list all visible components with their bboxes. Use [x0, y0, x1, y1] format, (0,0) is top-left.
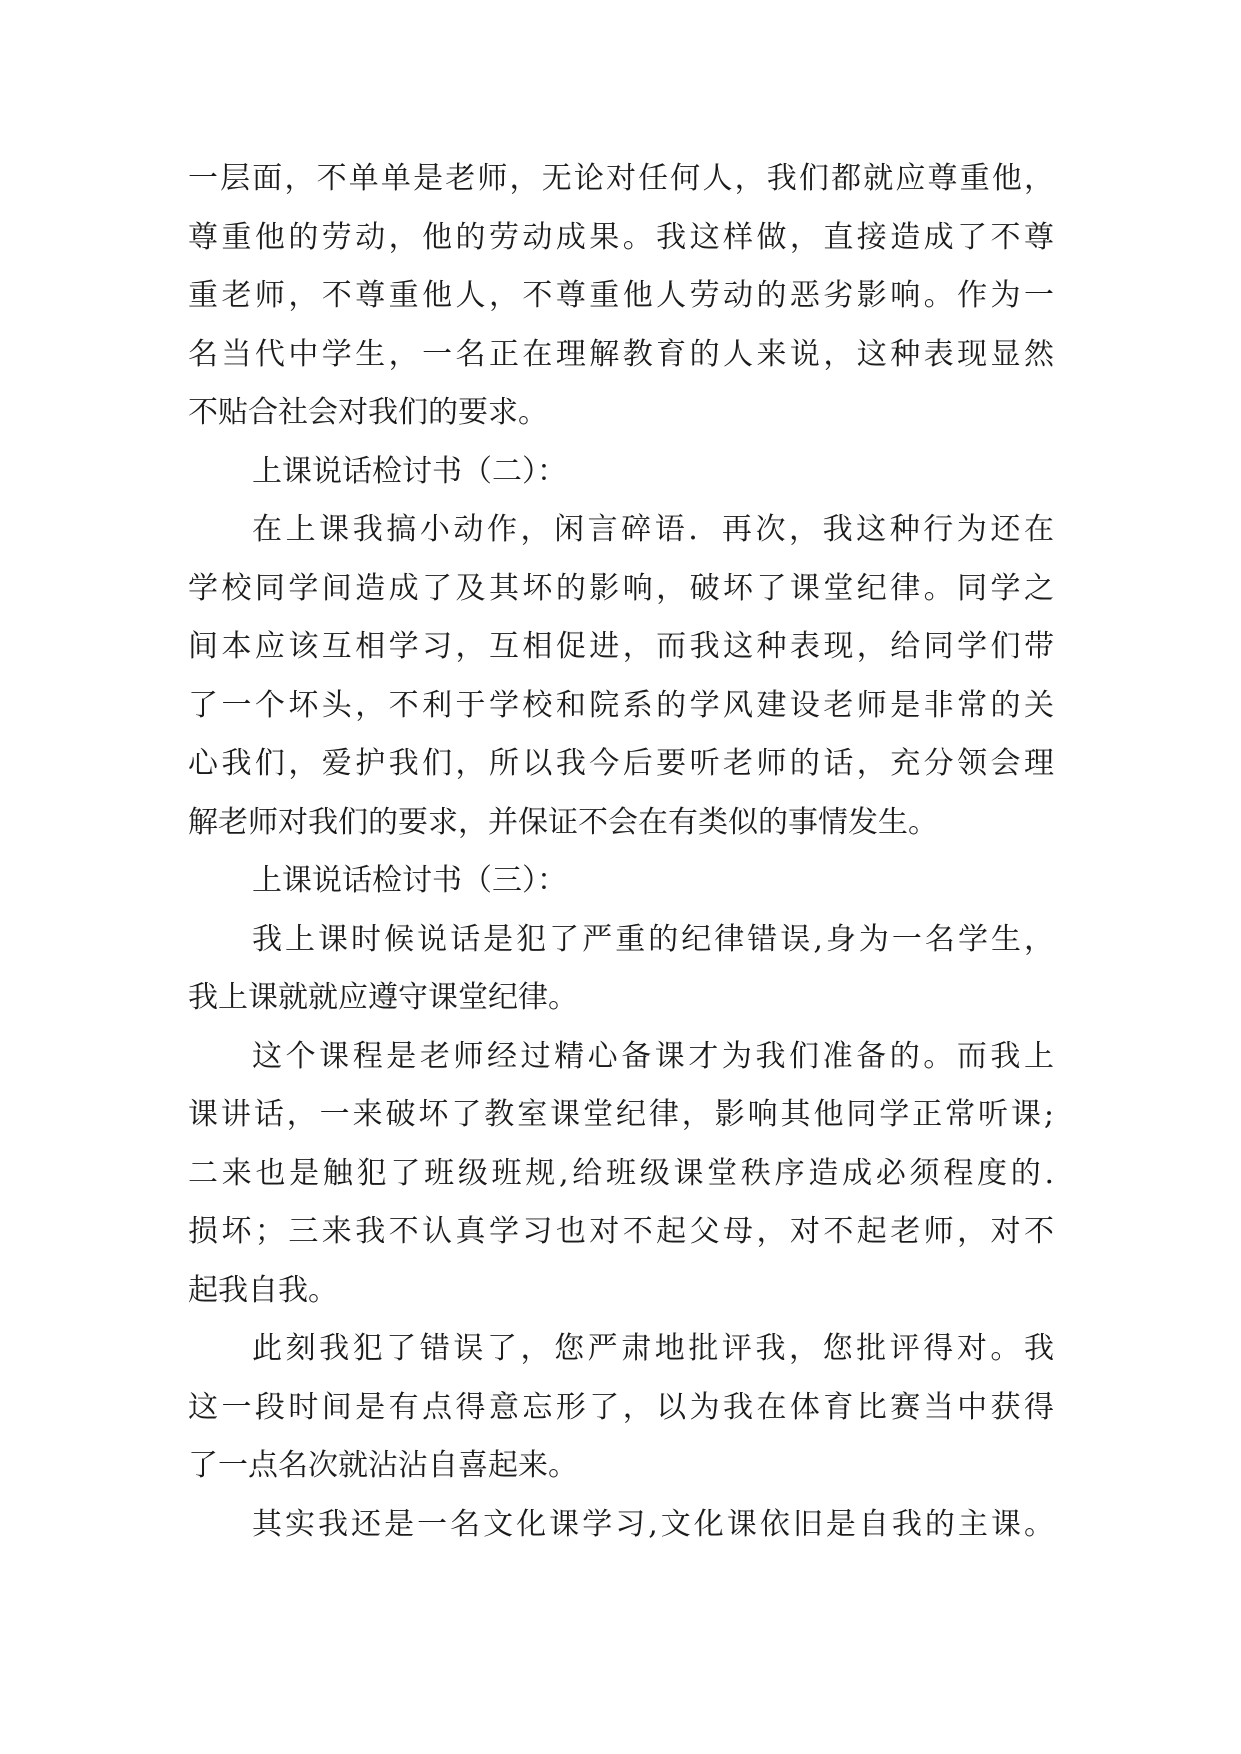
document-body	[188, 150, 1054, 1554]
text-line: 解老师对我们的要求，并保证不会在有类似的事情发生。	[188, 804, 938, 840]
text-line: 名当代中学生，一名正在理解教育的人来说，这种表现显然	[188, 336, 1054, 372]
text-line: 了一点名次就沾沾自喜起来。	[188, 1448, 578, 1483]
text-line: 我上课时候说话是犯了严重的纪律错误,身为一名学生，	[252, 921, 1054, 957]
text-line: 不贴合社会对我们的要求。	[188, 395, 548, 430]
text-line: 二来也是触犯了班级班规,给班级课堂秩序造成必须程度的.	[188, 1155, 1054, 1191]
text-line: 了一个坏头，不利于学校和院系的学风建设老师是非常的关	[188, 687, 1054, 723]
text-line: 课讲话，一来破坏了教室课堂纪律，影响其他同学正常听课;	[188, 1097, 1054, 1132]
text-line: 一层面，不单单是老师，无论对任何人，我们都就应尊重他，	[188, 161, 1054, 196]
text-line: 我上课就就应遵守课堂纪律。	[188, 980, 578, 1015]
text-line: 其实我还是一名文化课学习,文化课依旧是自我的主课。	[252, 1506, 1054, 1542]
text-line: 心我们，爱护我们，所以我今后要听老师的话，充分领会理	[188, 746, 1054, 781]
text-line: 在上课我搞小动作，闲言碎语．再次，我这种行为还在	[252, 512, 1054, 547]
text-line: 间本应该互相学习，互相促进，而我这种表现，给同学们带	[188, 629, 1054, 664]
section-heading: 上课说话检讨书（三）：	[252, 863, 567, 898]
text-line: 尊重他的劳动，他的劳动成果。我这样做，直接造成了不尊	[188, 219, 1054, 255]
text-line: 此刻我犯了错误了，您严肃地批评我，您批评得对。我	[252, 1331, 1054, 1366]
text-line: 这个课程是老师经过精心备课才为我们准备的。而我上	[252, 1038, 1054, 1074]
text-line: 这一段时间是有点得意忘形了，以为我在体育比赛当中获得	[188, 1389, 1054, 1425]
text-line: 学校同学间造成了及其坏的影响，破坏了课堂纪律。同学之	[188, 570, 1054, 606]
section-heading: 上课说话检讨书（二）：	[252, 453, 567, 489]
text-line: 起我自我。	[188, 1272, 338, 1308]
text-line: 重老师，不尊重他人，不尊重他人劳动的恶劣影响。作为一	[188, 278, 1054, 313]
text-line: 损坏；三来我不认真学习也对不起父母，对不起老师，对不	[188, 1214, 1054, 1249]
